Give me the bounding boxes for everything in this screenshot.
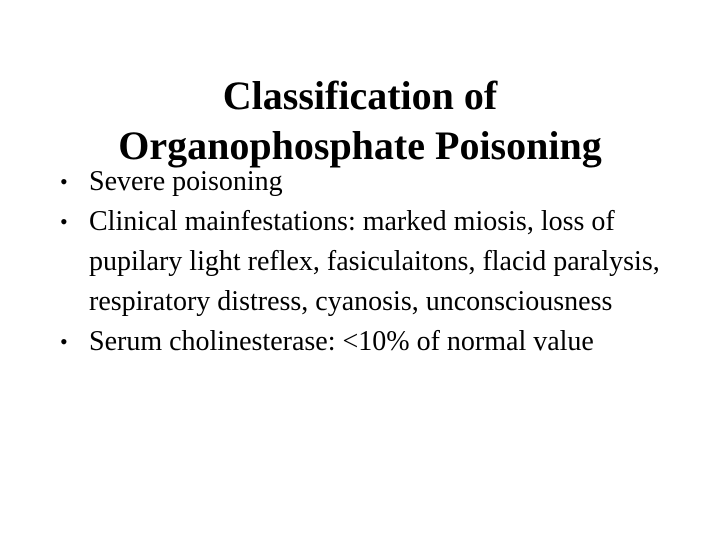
bullet-item-severe-poisoning <box>60 162 680 202</box>
bullet-item-clinical-manifestations <box>60 202 680 322</box>
bullet-text: Clinical mainfestations: marked miosis, loss of pupilary light reflex, fasiculaitons, flacid paralysis, respiratory distress, cyanosis, unconsciousness <box>89 206 660 317</box>
bullet-text: Serum cholinesterase: <10% of normal value <box>89 326 594 357</box>
bullet-dot-icon: • <box>60 169 68 194</box>
bullet-dot-icon: • <box>60 329 68 354</box>
bullet-list <box>60 162 680 362</box>
bullet-text: Severe poisoning <box>89 166 283 197</box>
bullet-dot-icon: • <box>60 209 68 234</box>
slide-title-line-2: Organophosphate Poisoning <box>118 122 602 168</box>
slide-title <box>60 71 660 171</box>
bullet-item-serum-cholinesterase <box>60 322 680 362</box>
slide-title-line-1: Classification of <box>222 72 498 118</box>
